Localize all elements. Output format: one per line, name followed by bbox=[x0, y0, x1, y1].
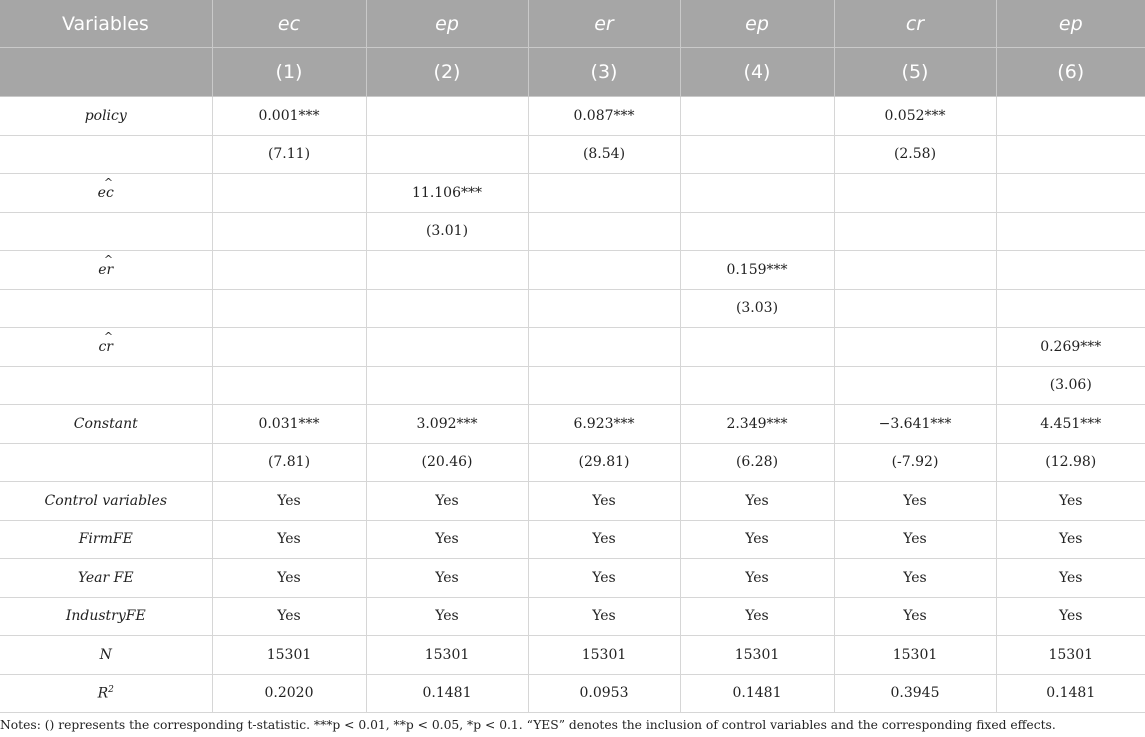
table-cell bbox=[212, 251, 366, 290]
row-label: Year FE bbox=[0, 559, 212, 598]
table-cell: Yes bbox=[996, 520, 1145, 559]
table-row bbox=[0, 135, 1145, 174]
header-col-number: (5) bbox=[834, 48, 996, 97]
table-cell: 0.1481 bbox=[996, 674, 1145, 713]
header-dep-var: ec bbox=[212, 0, 366, 48]
table-cell bbox=[996, 251, 1145, 290]
table-cell: 3.092*** bbox=[366, 405, 528, 444]
table-cell: Yes bbox=[680, 482, 834, 521]
header-variables: Variables bbox=[0, 0, 212, 48]
table-cell: Yes bbox=[528, 482, 680, 521]
table-cell: Yes bbox=[366, 597, 528, 636]
table-cell bbox=[834, 289, 996, 328]
table-cell: (20.46) bbox=[366, 443, 528, 482]
table-row bbox=[0, 174, 1145, 213]
table-cell bbox=[996, 174, 1145, 213]
table-cell bbox=[212, 366, 366, 405]
header-dep-var: ep bbox=[996, 0, 1145, 48]
table-cell: Yes bbox=[680, 520, 834, 559]
table-row bbox=[0, 97, 1145, 136]
table-row bbox=[0, 212, 1145, 251]
table-cell: Yes bbox=[212, 482, 366, 521]
table-cell: (29.81) bbox=[528, 443, 680, 482]
row-label bbox=[0, 674, 212, 713]
row-label: Constant bbox=[0, 405, 212, 444]
table-row bbox=[0, 597, 1145, 636]
table-cell: (7.11) bbox=[212, 135, 366, 174]
table-cell: Yes bbox=[212, 520, 366, 559]
table-cell bbox=[680, 212, 834, 251]
table-cell: (3.06) bbox=[996, 366, 1145, 405]
table-cell bbox=[528, 328, 680, 367]
table-cell: 0.0953 bbox=[528, 674, 680, 713]
table-cell: Yes bbox=[996, 597, 1145, 636]
table-cell: Yes bbox=[366, 520, 528, 559]
table-cell bbox=[366, 289, 528, 328]
table-cell: (8.54) bbox=[528, 135, 680, 174]
table-cell: Yes bbox=[680, 597, 834, 636]
table-row bbox=[0, 443, 1145, 482]
table-cell: (3.03) bbox=[680, 289, 834, 328]
header-dep-var: er bbox=[528, 0, 680, 48]
table-cell bbox=[680, 366, 834, 405]
table-cell: Yes bbox=[996, 482, 1145, 521]
table-row bbox=[0, 251, 1145, 290]
row-label: N bbox=[0, 636, 212, 675]
table-cell: 4.451*** bbox=[996, 405, 1145, 444]
table-cell: (7.81) bbox=[212, 443, 366, 482]
table-cell: −3.641*** bbox=[834, 405, 996, 444]
table-cell: 0.052*** bbox=[834, 97, 996, 136]
table-cell: Yes bbox=[366, 559, 528, 598]
table-cell: (2.58) bbox=[834, 135, 996, 174]
table-cell: 0.031*** bbox=[212, 405, 366, 444]
table-cell: 0.1481 bbox=[680, 674, 834, 713]
table-cell: 11.106*** bbox=[366, 174, 528, 213]
header-row-dependent-variables bbox=[0, 0, 1145, 48]
table-notes: Notes: () represents the corresponding t-statistic. ***p < 0.01, **p < 0.05, *p < 0.1. “YES” denotes the inclusion of control variables and the corresponding fixed effects. bbox=[0, 718, 1056, 732]
table-cell: 15301 bbox=[212, 636, 366, 675]
row-label: policy bbox=[0, 97, 212, 136]
table-cell: Yes bbox=[528, 559, 680, 598]
hat-variable: ^ cr bbox=[98, 339, 113, 355]
table-cell: (6.28) bbox=[680, 443, 834, 482]
table-cell: 0.159*** bbox=[680, 251, 834, 290]
row-label: Control variables bbox=[0, 482, 212, 521]
table-cell bbox=[212, 328, 366, 367]
table-cell: 15301 bbox=[834, 636, 996, 675]
table-cell bbox=[834, 328, 996, 367]
table-row bbox=[0, 482, 1145, 521]
table-row bbox=[0, 366, 1145, 405]
row-label bbox=[0, 174, 212, 213]
table-cell bbox=[366, 328, 528, 367]
table-cell bbox=[528, 251, 680, 290]
header-col-number: (6) bbox=[996, 48, 1145, 97]
table-cell bbox=[834, 366, 996, 405]
table-row bbox=[0, 559, 1145, 598]
row-label bbox=[0, 251, 212, 290]
table-cell bbox=[366, 366, 528, 405]
header-col-number: (2) bbox=[366, 48, 528, 97]
table-cell: 0.2020 bbox=[212, 674, 366, 713]
table-cell: Yes bbox=[834, 559, 996, 598]
table-row bbox=[0, 405, 1145, 444]
row-label bbox=[0, 135, 212, 174]
table-cell bbox=[834, 251, 996, 290]
header-col-number: (1) bbox=[212, 48, 366, 97]
r-squared-superscript: 2 bbox=[108, 684, 114, 695]
table-cell bbox=[212, 174, 366, 213]
table-cell bbox=[366, 97, 528, 136]
row-label bbox=[0, 328, 212, 367]
table-cell: Yes bbox=[212, 597, 366, 636]
table-row bbox=[0, 520, 1145, 559]
row-label: FirmFE bbox=[0, 520, 212, 559]
table-cell: 2.349*** bbox=[680, 405, 834, 444]
row-label bbox=[0, 289, 212, 328]
table-cell bbox=[212, 212, 366, 251]
hat-variable: ^ er bbox=[98, 262, 113, 278]
table-cell: 15301 bbox=[528, 636, 680, 675]
table-row bbox=[0, 289, 1145, 328]
table-row bbox=[0, 636, 1145, 675]
table-cell: Yes bbox=[996, 559, 1145, 598]
table-cell bbox=[366, 251, 528, 290]
r-squared-symbol: R bbox=[97, 685, 109, 702]
table-row bbox=[0, 328, 1145, 367]
table-cell: 15301 bbox=[680, 636, 834, 675]
header-row-column-numbers bbox=[0, 48, 1145, 97]
table-cell: Yes bbox=[212, 559, 366, 598]
table-cell bbox=[680, 135, 834, 174]
table-cell bbox=[528, 212, 680, 251]
table-cell: (12.98) bbox=[996, 443, 1145, 482]
table-cell bbox=[212, 289, 366, 328]
table-cell: 0.269*** bbox=[996, 328, 1145, 367]
table-cell: 6.923*** bbox=[528, 405, 680, 444]
table-cell: 15301 bbox=[366, 636, 528, 675]
table-cell: 0.087*** bbox=[528, 97, 680, 136]
header-dep-var: ep bbox=[366, 0, 528, 48]
header-dep-var: ep bbox=[680, 0, 834, 48]
table-cell: 0.3945 bbox=[834, 674, 996, 713]
table-cell bbox=[680, 328, 834, 367]
table-cell: Yes bbox=[528, 520, 680, 559]
table-cell: Yes bbox=[528, 597, 680, 636]
table-cell: 15301 bbox=[996, 636, 1145, 675]
header-empty bbox=[0, 48, 212, 97]
table-cell bbox=[528, 174, 680, 213]
table-cell: Yes bbox=[834, 597, 996, 636]
row-label: IndustryFE bbox=[0, 597, 212, 636]
table-cell bbox=[996, 289, 1145, 328]
table-cell bbox=[366, 135, 528, 174]
table-cell: (3.01) bbox=[366, 212, 528, 251]
table-cell bbox=[528, 289, 680, 328]
table-cell bbox=[834, 174, 996, 213]
hat-variable: ^ ec bbox=[98, 185, 114, 201]
row-label bbox=[0, 212, 212, 251]
header-col-number: (3) bbox=[528, 48, 680, 97]
row-label bbox=[0, 366, 212, 405]
table-cell: Yes bbox=[834, 482, 996, 521]
header-col-number: (4) bbox=[680, 48, 834, 97]
table-cell bbox=[834, 212, 996, 251]
table-cell bbox=[996, 97, 1145, 136]
table-cell: Yes bbox=[366, 482, 528, 521]
table-cell bbox=[680, 174, 834, 213]
table-cell: 0.001*** bbox=[212, 97, 366, 136]
table-cell bbox=[680, 97, 834, 136]
table-cell bbox=[528, 366, 680, 405]
table-cell: Yes bbox=[834, 520, 996, 559]
table-cell: 0.1481 bbox=[366, 674, 528, 713]
table-cell bbox=[996, 212, 1145, 251]
table-cell: (-7.92) bbox=[834, 443, 996, 482]
table-row bbox=[0, 674, 1145, 713]
table-cell bbox=[996, 135, 1145, 174]
table-cell: Yes bbox=[680, 559, 834, 598]
row-label bbox=[0, 443, 212, 482]
header-dep-var: cr bbox=[834, 0, 996, 48]
